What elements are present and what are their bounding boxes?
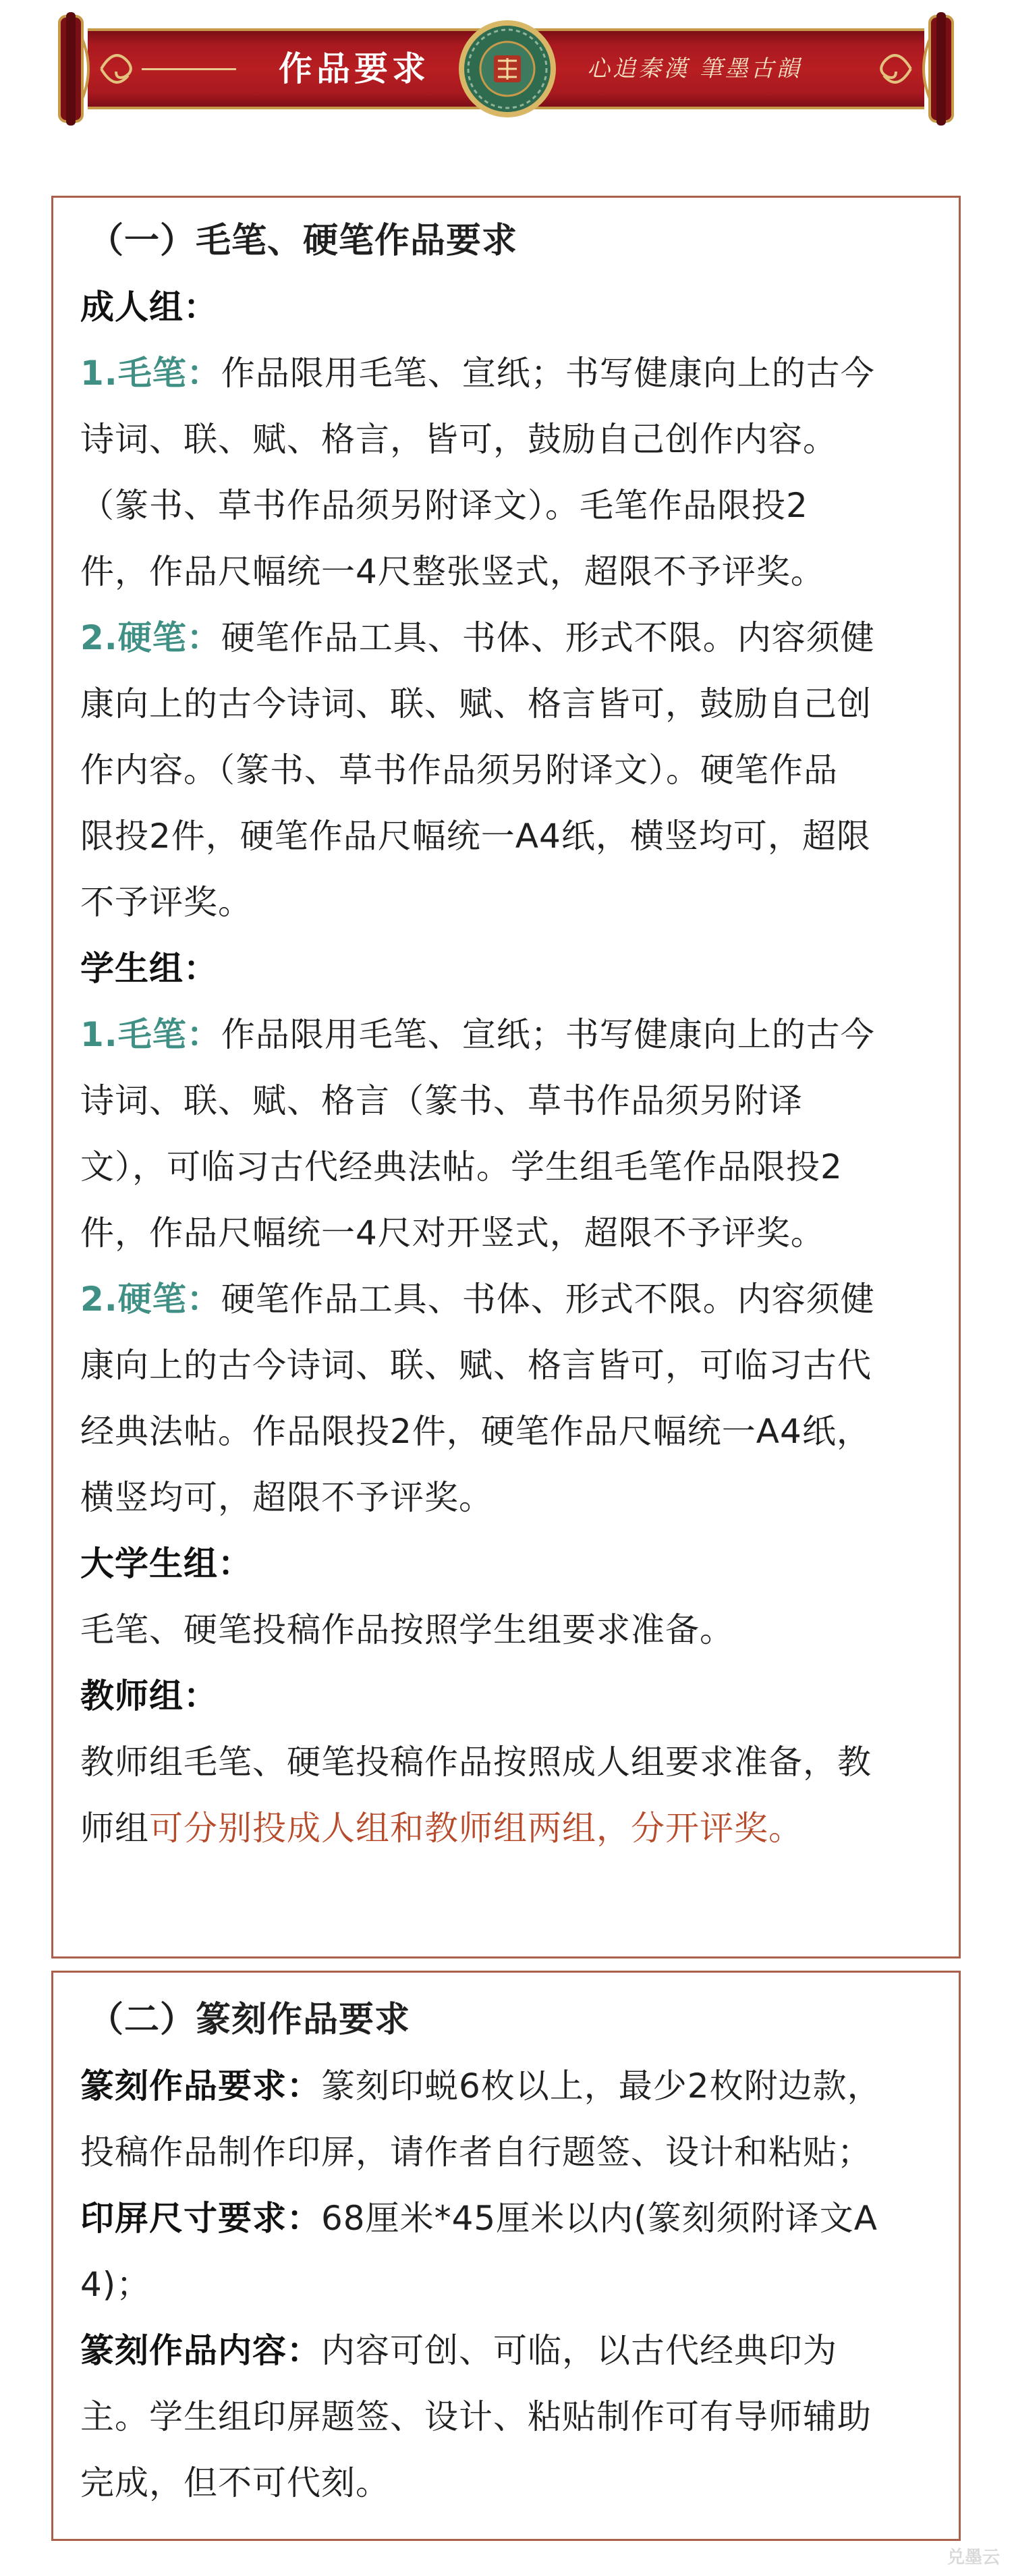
teacher-line-1: 教师组毛笔、硬笔投稿作品按照成人组要求准备，教 bbox=[80, 1743, 872, 1782]
student-pen-line-3: 经典法帖。作品限投2件，硬笔作品尺幅统一A4纸， bbox=[80, 1412, 871, 1451]
adult-brush-line-2: 诗词、联、赋、格言，皆可，鼓励自己创作内容。 bbox=[80, 420, 837, 459]
seal-req-line-2: 投稿作品制作印屏，请作者自行题签、设计和粘贴； bbox=[80, 2133, 872, 2172]
adult-brush-line-3: （篆书、草书作品须另附译文）。毛笔作品限投2 bbox=[80, 486, 808, 525]
pen-label: 2.硬笔： bbox=[80, 1280, 221, 1319]
student-brush-line-4: 件，作品尺幅统一4尺对开竖式，超限不予评奖。 bbox=[80, 1213, 825, 1253]
adult-brush-line-4: 件，作品尺幅统一4尺整张竖式，超限不予评奖。 bbox=[80, 552, 825, 591]
line-text: 68厘米*45厘米以内(篆刻须附译文A bbox=[321, 2199, 878, 2238]
line-text: 内容可创、可临，以古代经典印为 bbox=[321, 2331, 837, 2370]
student-brush-line-3: 文），可临习古代经典法帖。学生组毛笔作品限投2 bbox=[80, 1147, 843, 1186]
teacher-group-heading: 教师组： bbox=[80, 1676, 218, 1716]
scroll-end-right-icon bbox=[918, 12, 965, 126]
adult-brush-line-1 bbox=[80, 342, 875, 404]
student-group-heading: 学生组： bbox=[80, 949, 218, 988]
seal-content-line-3: 完成，但不可代刻。 bbox=[80, 2463, 390, 2502]
brush-label: 1.毛笔： bbox=[80, 354, 221, 393]
line-text: 篆刻印蜕6枚以上，最少2枚附边款， bbox=[321, 2066, 882, 2106]
seal-size-line-2: 4)； bbox=[80, 2265, 151, 2304]
watermark: 兑墨云 bbox=[947, 2548, 1000, 2568]
highlight-text: 可分别投成人组和教师组两组，分开评奖。 bbox=[149, 1809, 803, 1848]
university-group-text: 毛笔、硬笔投稿作品按照学生组要求准备。 bbox=[80, 1610, 734, 1649]
seal-content-line-1 bbox=[80, 2320, 837, 2382]
student-pen-line-4: 横竖均可，超限不予评奖。 bbox=[80, 1478, 493, 1517]
section-calligraphy-requirements bbox=[51, 196, 961, 1958]
banner-title: 作品要求 bbox=[279, 49, 430, 88]
student-pen-line-1 bbox=[80, 1268, 875, 1330]
req-label: 篆刻作品要求： bbox=[80, 2066, 321, 2106]
adult-group-heading: 成人组： bbox=[80, 287, 218, 327]
line-text: 作品限用毛笔、宣纸；书写健康向上的古今 bbox=[221, 1015, 875, 1054]
line-text: 作品限用毛笔、宣纸；书写健康向上的古今 bbox=[221, 354, 875, 393]
bronze-seal-icon bbox=[457, 19, 557, 119]
size-label: 印屏尺寸要求： bbox=[80, 2199, 321, 2238]
line-text: 硬笔作品工具、书体、形式不限。内容须健 bbox=[221, 618, 875, 657]
title-rule-left bbox=[142, 68, 236, 70]
adult-pen-line-5: 不予评奖。 bbox=[80, 883, 252, 922]
seal-req-line-1 bbox=[80, 2055, 882, 2117]
adult-pen-line-3: 作内容。（篆书、草书作品须另附译文）。硬笔作品 bbox=[80, 750, 838, 790]
student-pen-line-2: 康向上的古今诗词、联、赋、格言皆可，可临习古代 bbox=[80, 1346, 872, 1385]
header-banner bbox=[47, 12, 965, 126]
adult-pen-line-4: 限投2件，硬笔作品尺幅统一A4纸，横竖均可，超限 bbox=[80, 817, 871, 856]
section-title: （二）篆刻作品要求 bbox=[88, 2000, 411, 2040]
banner-motto: 心追秦漢 筆墨古韻 bbox=[587, 55, 802, 82]
teacher-line-2 bbox=[80, 1797, 803, 1859]
scroll-end-left-icon bbox=[47, 12, 94, 126]
brush-label: 1.毛笔： bbox=[80, 1015, 221, 1054]
section-seal-carving-requirements bbox=[51, 1971, 961, 2541]
adult-pen-line-2: 康向上的古今诗词、联、赋、格言皆可，鼓励自己创 bbox=[80, 684, 872, 723]
left-ornament-icon bbox=[94, 39, 142, 99]
section-title: （一）毛笔、硬笔作品要求 bbox=[88, 221, 518, 261]
university-group-heading: 大学生组： bbox=[80, 1544, 252, 1583]
content-label: 篆刻作品内容： bbox=[80, 2331, 321, 2370]
seal-size-line-1 bbox=[80, 2187, 878, 2249]
right-ornament-icon bbox=[870, 39, 918, 99]
pen-label: 2.硬笔： bbox=[80, 618, 221, 657]
student-brush-line-1 bbox=[80, 1004, 875, 1066]
line-text: 师组 bbox=[80, 1809, 149, 1848]
adult-pen-line-1 bbox=[80, 607, 875, 669]
line-text: 硬笔作品工具、书体、形式不限。内容须健 bbox=[221, 1280, 875, 1319]
seal-content-line-2: 主。学生组印屏题签、设计、粘贴制作可有导师辅助 bbox=[80, 2397, 872, 2436]
student-brush-line-2: 诗词、联、赋、格言（篆书、草书作品须另附译 bbox=[80, 1081, 803, 1120]
